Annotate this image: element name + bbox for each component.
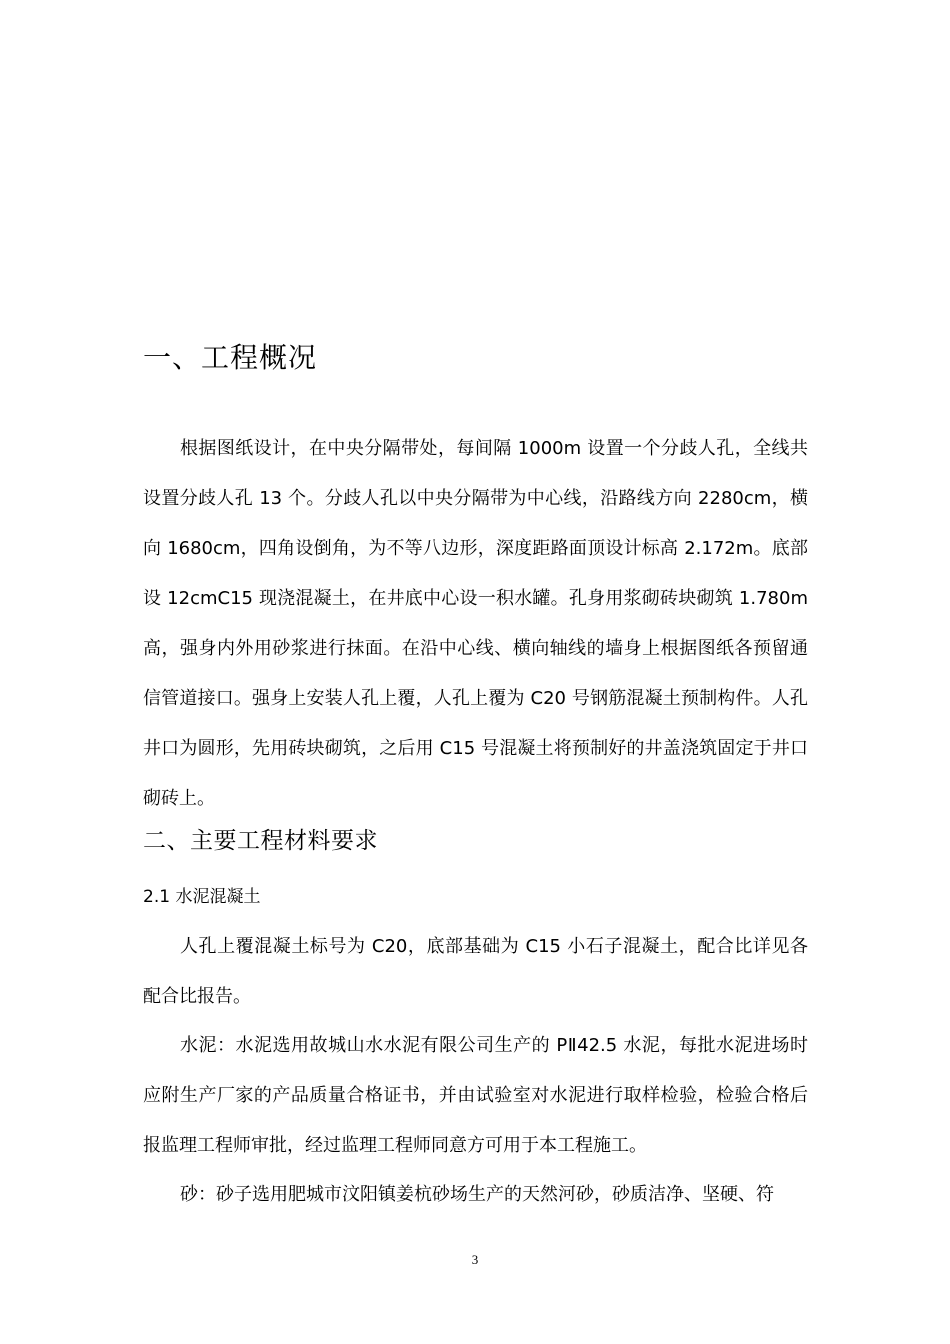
subsection-heading-cement-concrete: 2.1 水泥混凝土	[143, 887, 261, 907]
sand-paragraph: 砂：砂子选用肥城市汶阳镇姜杭砂场生产的天然河砂，砂质洁净、坚硬、符	[180, 1184, 774, 1205]
cement-paragraph: 水泥：水泥选用故城山水水泥有限公司生产的 PⅡ42.5 水泥，每批水泥进场时应附生产厂家的产品质量合格证书，并由试验室对水泥进行取样检验，检验合格后报监理工程师审批，经过监理工程师同意方可用于本工程施工。	[143, 1035, 808, 1156]
overview-paragraph: 根据图纸设计，在中央分隔带处，每间隔 1000m 设置一个分歧人孔，全线共设置分歧人孔 13 个。分歧人孔以中央分隔带为中心线，沿路线方向 2280cm，横向 1680cm，四角设倒角，为不等八边形，深度距路面顶设计标高 2.172m。底部设 12cmC15 现浇混凝土，在井底中心设一积水罐。孔身用浆砌砖块砌筑 1.780m 高，强身内外用砂浆进行抹面。在沿中心线、横向轴线的墙身上根据图纸各预留通信管道接口。强身上安装人孔上覆，人孔上覆为 C20 号钢筋混凝土预制构件。人孔井口为圆形，先用砖块砌筑，之后用 C15 号混凝土将预制好的井盖浇筑固定于井口砌砖上。	[143, 438, 808, 809]
section-heading-overview: 一、工程概况	[143, 341, 318, 374]
concrete-grade-paragraph: 人孔上覆混凝土标号为 C20，底部基础为 C15 小石子混凝土，配合比详见各配合比报告。	[143, 936, 808, 1007]
section-heading-materials: 二、主要工程材料要求	[143, 828, 378, 854]
page-number: 3	[471, 1252, 479, 1267]
